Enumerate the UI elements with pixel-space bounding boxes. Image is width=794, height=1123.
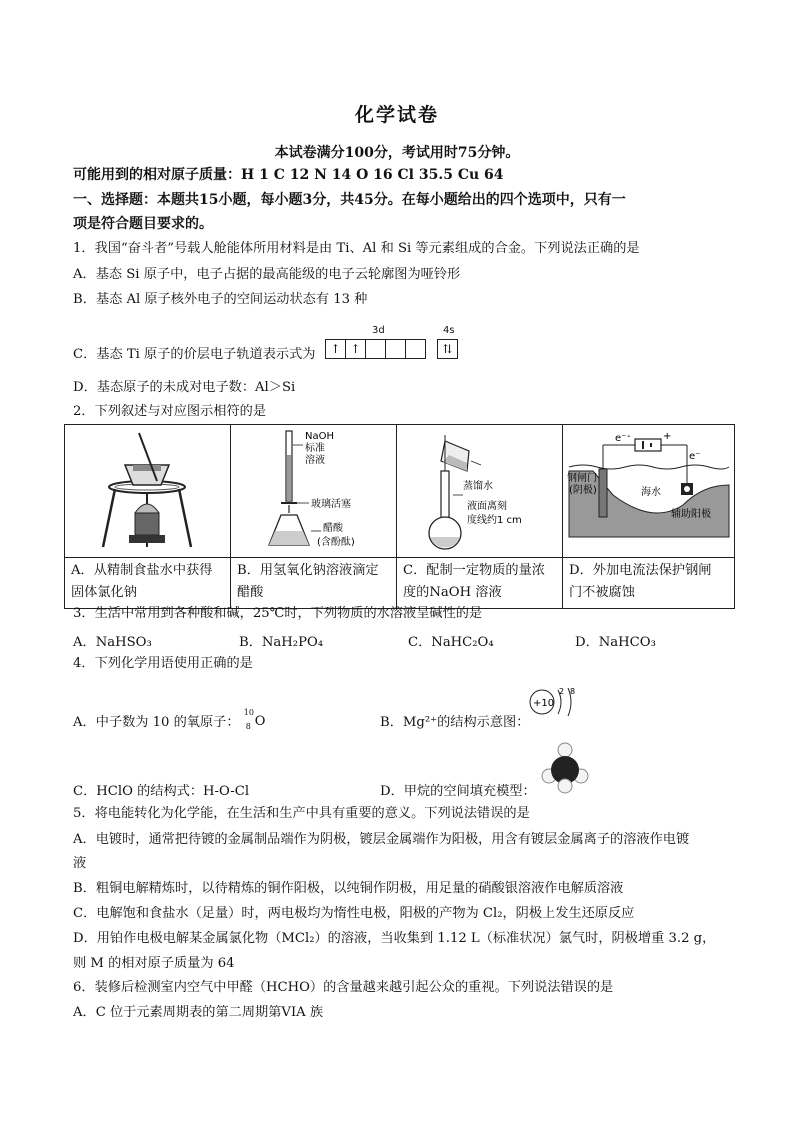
- q4-option-a-text: A．中子数为 10 的氧原子：: [73, 715, 240, 730]
- q3-option-d: D．NaHCO₃: [575, 635, 656, 650]
- figure-volumetric-flask: [397, 425, 563, 558]
- label-plus: +: [663, 431, 672, 442]
- label-aux-anode: 辅助阳极: [671, 509, 711, 520]
- q1-stem: 1．我国“奋斗者”号载人舱能体所用材料是由 Ti、Al 和 Si 等元素组成的合金。下列说法正确的是: [73, 241, 640, 256]
- evaporation-apparatus-icon: [65, 425, 230, 553]
- q1-option-b: B．基态 Al 原子核外电子的空间运动状态有 13 种: [73, 292, 368, 307]
- q5-option-b: B．粗铜电解精炼时，以待精炼的铜作阳极，以纯铜作阴极，用足量的硝酸银溶液作电解质溶液: [73, 881, 624, 896]
- q1-option-c: C．基态 Ti 原子的价层电子轨道表示式为: [73, 347, 316, 362]
- orbital-box: [365, 339, 385, 359]
- mg-ion-structure-icon: [526, 682, 582, 722]
- oxygen-nuclide: [243, 707, 270, 732]
- nuclide-mass-number: 10: [243, 707, 254, 717]
- q5-option-d-line1: D．用铂作电极电解某金属氯化物（MCl₂）的溶液，当收集到 1.12 L（标准状况）氯气时，阴极增重 3.2 g，: [73, 931, 716, 946]
- nuclide-atomic-number: 8: [245, 721, 251, 731]
- caption-a-line2: 固体氯化钠: [71, 585, 137, 600]
- label-distilled-water: 蒸馏水: [463, 481, 493, 492]
- q3-stem: 3．生活中常用到各种酸和碱，25℃时，下列物质的水溶液呈碱性的是: [73, 606, 483, 621]
- orbital-box: ↑: [325, 339, 345, 359]
- caption-b-line2: 醋酸: [237, 585, 264, 600]
- q2-stem: 2．下列叙述与对应图示相符的是: [73, 404, 267, 419]
- q4-option-a: [73, 707, 270, 732]
- label-cathode: (阴极): [569, 485, 597, 496]
- orbital-diagram: [325, 325, 465, 365]
- figure-cathodic-protection: [563, 425, 735, 558]
- label-steel-gate: 钢闸门: [567, 473, 597, 484]
- q4-option-c: C．HClO 的结构式：H-O-Cl: [73, 784, 250, 799]
- orbital-4s-boxes: [437, 339, 458, 359]
- caption-d-line1: D．外加电流法保护钢闸: [569, 563, 712, 578]
- label-seawater: 海水: [641, 487, 661, 498]
- label-stopcock: 玻璃活塞: [311, 499, 351, 510]
- orbital-box: [405, 339, 426, 359]
- label-electron-right: e⁻: [689, 451, 701, 462]
- q1-option-d: D．基态原子的未成对电子数：Al＞Si: [73, 380, 296, 395]
- orbital-3d-boxes: [325, 339, 426, 359]
- label-standard: 标准: [305, 443, 325, 454]
- q6-stem: 6．装修后检测室内空气中甲醛（HCHO）的含量越来越引起公众的重视。下列说法错误的是: [73, 980, 614, 995]
- label-solution: 溶液: [305, 455, 325, 466]
- section-heading-line1: 一、选择题：本题共15小题，每小题3分，共45分。在每小题给出的四个选项中，只有一: [73, 192, 626, 208]
- q5-option-c: C．电解饱和食盐水（足量）时，两电极均为惰性电极，阳极的产物为 Cl₂，阴极上发生还原反应: [73, 906, 635, 921]
- exam-info: 本试卷满分100分，考试用时75分钟。: [274, 145, 520, 161]
- nucleus-charge: +10: [533, 698, 555, 709]
- caption-b: [231, 558, 397, 609]
- q5-option-a-line1: A．电镀时，通常把待镀的金属制品端作为阴极，镀层金属端作为阳极，用含有镀层金属离子的溶液作电镀: [73, 832, 690, 847]
- methane-space-filling-model-icon: [537, 740, 593, 796]
- orbital-box: ⇅: [437, 339, 458, 359]
- caption-c-line1: C．配制一定物质的量浓: [403, 563, 545, 578]
- caption-a-line1: A．从精制食盐水中获得: [71, 563, 213, 578]
- q4-option-b: B．Mg²⁺的结构示意图：: [380, 715, 530, 730]
- shell-1-electrons: 2: [559, 687, 565, 696]
- page-title: 化学试卷: [354, 104, 439, 126]
- q2-figure-table: [64, 424, 735, 609]
- q3-option-c: C．NaHC₂O₄: [408, 635, 494, 650]
- q5-option-a-line2: 液: [73, 856, 87, 871]
- atomic-masses: 可能用到的相对原子质量：H 1 C 12 N 14 O 16 Cl 35.5 Cu 64: [73, 167, 504, 183]
- caption-b-line1: B．用氢氧化钠溶液滴定: [237, 563, 379, 578]
- label-acetic-acid: 醋酸: [323, 523, 343, 534]
- q3-option-b: B．NaH₂PO₄: [239, 635, 324, 650]
- titration-apparatus-icon: [231, 425, 396, 553]
- label-electron-left: e⁻: [615, 433, 627, 444]
- label-level: 液面离刻: [467, 501, 507, 512]
- caption-c: [397, 558, 563, 609]
- figure-titration: [231, 425, 397, 558]
- q6-option-a: A．C 位于元素周期表的第二周期第VIA 族: [73, 1005, 324, 1020]
- caption-d: [563, 558, 735, 609]
- orbital-3d-label: 3d: [372, 325, 385, 336]
- volumetric-flask-icon: [397, 425, 562, 553]
- orbital-4s-label: 4s: [443, 325, 455, 336]
- shell-2-electrons: 8: [570, 687, 576, 696]
- q5-option-d-line2: 则 M 的相对原子质量为 64: [73, 956, 235, 971]
- q1-option-a: A．基态 Si 原子中，电子占据的最高能级的电子云轮廓图为哑铃形: [73, 267, 461, 282]
- caption-c-line2: 度的NaOH 溶液: [403, 585, 502, 600]
- q4-stem: 4．下列化学用语使用正确的是: [73, 656, 253, 671]
- q4-option-d: D．甲烷的空间填充模型：: [380, 784, 536, 799]
- nuclide-symbol: O: [254, 713, 266, 729]
- label-phenolphthalein: (含酚酞): [317, 537, 355, 548]
- label-minus: -: [627, 431, 631, 442]
- orbital-box: [385, 339, 405, 359]
- label-naoh: NaOH: [305, 431, 334, 442]
- caption-d-line2: 门不被腐蚀: [569, 585, 635, 600]
- q5-stem: 5．将电能转化为化学能，在生活和生产中具有重要的意义。下列说法错误的是: [73, 806, 530, 821]
- cathodic-protection-icon: [563, 425, 734, 553]
- label-mark: 度线约1 cm: [467, 515, 522, 526]
- caption-a: [65, 558, 231, 609]
- figure-evaporation: [65, 425, 231, 558]
- q3-option-a: A．NaHSO₃: [73, 635, 152, 650]
- section-heading-line2: 项是符合题目要求的。: [73, 216, 213, 232]
- orbital-box: ↑: [345, 339, 365, 359]
